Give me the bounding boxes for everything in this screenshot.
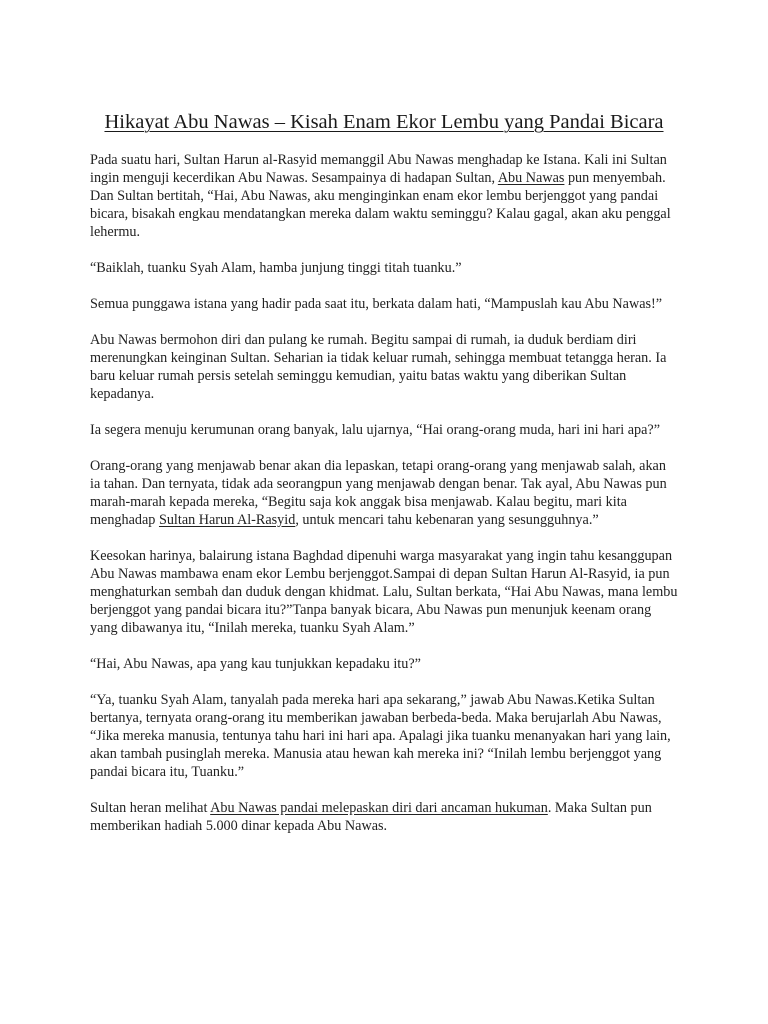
paragraph-6-text-start: Orang-orang yang menjawab benar akan dia lepaskan, tetapi orang-orang yang menjawab salah, akan ia tahan. Dan ternyata, tidak ada seorangpun yang menjawab dengan benar. Tak ayal, Abu Nawas pun marah-marah kepada mereka, “Begitu saja kok anggak bisa menjawab. Kalau begitu, mari kita menghadap xyxy=(90,458,667,528)
paragraph-10-text-start: Sultan heran melihat xyxy=(90,800,211,816)
paragraph-10-text-end: . Maka Sultan pun memberikan hadiah 5.000 dinar kepada Abu Nawas. xyxy=(90,800,652,834)
sultan-harun-link[interactable]: Sultan Harun Al-Rasyid xyxy=(158,512,296,528)
paragraph-6-text-end: , untuk mencari tahu kebenaran yang sesungguhnya.” xyxy=(295,512,599,528)
paragraph-2: “Baiklah, tuanku Syah Alam, hamba junjung tinggi titah tuanku.” xyxy=(90,260,462,276)
paragraph-1-text-start: Pada suatu hari, Sultan Harun al-Rasyid memanggil Abu Nawas menghadap ke Istana. Kali ini Sultan ingin menguji kecerdikan Abu Nawas. Sesampainya di hadapan Sultan, xyxy=(90,152,667,186)
paragraph-4: Abu Nawas bermohon diri dan pulang ke rumah. Begitu sampai di rumah, ia duduk berdiam diri merenungkan keinginan Sultan. Seharian ia tidak keluar rumah, sehingga membuat tetangga heran. Ia baru keluar rumah persis setelah seminggu kemudian, yaitu batas waktu yang diberikan Sultan kepadanya. xyxy=(90,332,667,402)
paragraph-1 xyxy=(90,151,678,241)
abu-nawas-link[interactable]: Abu Nawas xyxy=(497,170,565,186)
page-title: Hikayat Abu Nawas – Kisah Enam Ekor Lembu yang Pandai Bicara xyxy=(104,111,664,133)
paragraph-9: “Ya, tuanku Syah Alam, tanyalah pada mereka hari apa sekarang,” jawab Abu Nawas.Ketika Sultan bertanya, ternyata orang-orang itu memberikan jawaban berbeda-beda. Maka berujarlah Abu Nawas, “Jika mereka manusia, tentunya tahu hari ini hari apa. Apalagi jika tuanku menanyakan hari yang lain, akan tambah pusinglah mereka. Manusia atau hewan kah mereka ini? “Inilah lembu berjenggot yang pandai bicara itu, Tuanku.” xyxy=(90,692,671,780)
paragraph-6 xyxy=(90,457,678,529)
paragraph-8: “Hai, Abu Nawas, apa yang kau tunjukkan kepadaku itu?” xyxy=(90,656,421,672)
paragraph-10 xyxy=(90,799,678,835)
paragraph-5: Ia segera menuju kerumunan orang banyak, lalu ujarnya, “Hai orang-orang muda, hari ini hari apa?” xyxy=(90,422,661,438)
abu-nawas-escape-link[interactable]: Abu Nawas pandai melepaskan diri dari ancaman hukuman xyxy=(210,800,548,816)
paragraph-3: Semua punggawa istana yang hadir pada saat itu, berkata dalam hati, “Mampuslah kau Abu Nawas!” xyxy=(90,296,663,312)
paragraph-1-text-end: pun menyembah. Dan Sultan bertitah, “Hai, Abu Nawas, aku menginginkan enam ekor lembu berjenggot yang pandai bicara, bisakah engkau mendatangkan mereka dalam waktu seminggu? Kalau gagal, akan aku penggal lehermu. xyxy=(90,170,671,240)
paragraph-7: Keesokan harinya, balairung istana Baghdad dipenuhi warga masyarakat yang ingin tahu kesanggupan Abu Nawas mambawa enam ekor Lembu berjenggot.Sampai di depan Sultan Harun Al-Rasyid, ia pun menghaturkan sembah dan duduk dengan khidmat. Lalu, Sultan berkata, “Hai Abu Nawas, mana lembu berjenggot yang pandai bicara itu?”Tanpa banyak bicara, Abu Nawas pun menunjuk keenam orang yang dibawanya itu, “Inilah mereka, tuanku Syah Alam.” xyxy=(90,548,678,636)
